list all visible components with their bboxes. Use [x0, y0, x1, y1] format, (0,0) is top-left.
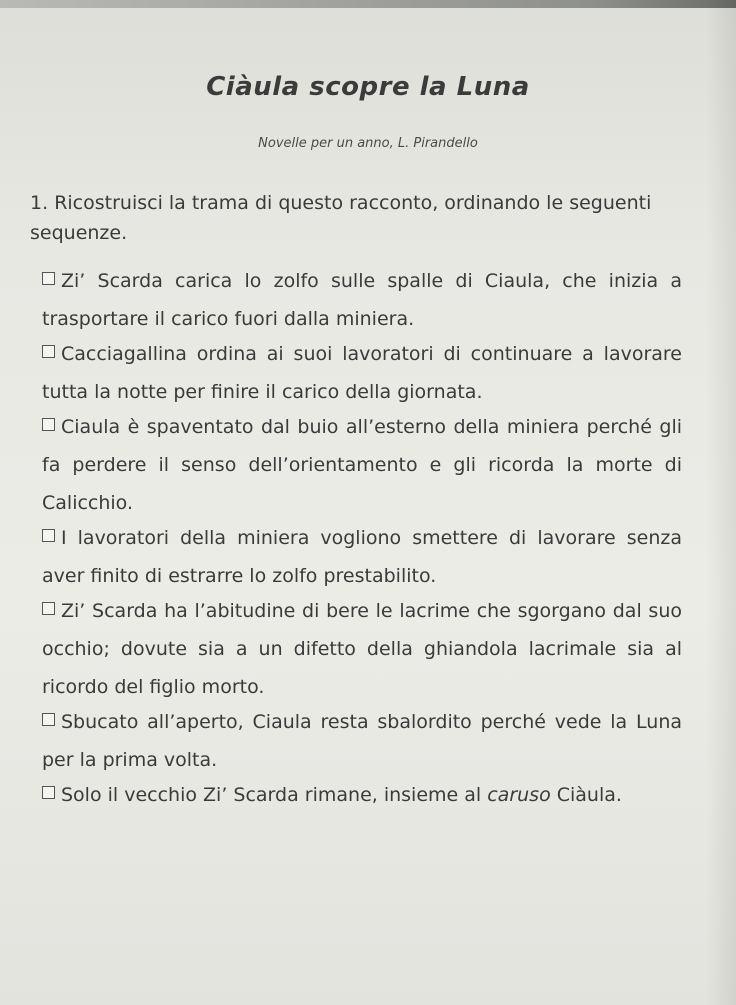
- order-checkbox[interactable]: [42, 713, 55, 726]
- sequence-item-text-italic: caruso: [487, 784, 551, 806]
- sequence-item-text: Zi’ Scarda ha l’abitudine di bere le lacrime che sgorgano dal suo occhio; dovute sia a un difetto della ghiandola lacrimale sia al ricordo del figlio morto.: [42, 600, 682, 698]
- sequence-item: [42, 703, 682, 779]
- page-subtitle: Novelle per un anno, L. Pirandello: [258, 136, 478, 151]
- sequence-item: [42, 592, 682, 706]
- sequence-item-text-after: Ciàula.: [550, 784, 622, 806]
- sequence-item-text: Ciaula è spaventato dal buio all’esterno della miniera perché gli fa perdere il senso dell’orientamento e gli ricorda la morte di Calicchio.: [42, 416, 682, 514]
- question-number: 1.: [30, 192, 49, 214]
- sequence-item-text: Cacciagallina ordina ai suoi lavoratori di continuare a lavorare tutta la notte per finire il carico della giornata.: [42, 343, 682, 403]
- page-shadow: [706, 0, 736, 1005]
- question-text: Ricostruisci la trama di questo racconto, ordinando le seguenti sequenze.: [30, 192, 652, 244]
- sequence-item-text: Sbucato all’aperto, Ciaula resta sbalordito perché vede la Luna per la prima volta.: [42, 711, 682, 771]
- sequence-item-text: I lavoratori della miniera vogliono smettere di lavorare senza aver finito di estrarre lo zolfo prestabilito.: [42, 527, 682, 587]
- order-checkbox[interactable]: [42, 418, 55, 431]
- sequence-item-text: [61, 784, 622, 806]
- order-checkbox[interactable]: [42, 602, 55, 615]
- sequence-item-text-before: Solo il vecchio Zi’ Scarda rimane, insieme al: [61, 784, 488, 806]
- order-checkbox[interactable]: [42, 786, 55, 799]
- order-checkbox[interactable]: [42, 272, 55, 285]
- order-checkbox[interactable]: [42, 529, 55, 542]
- order-checkbox[interactable]: [42, 345, 55, 358]
- sequence-item: [42, 262, 682, 338]
- sequence-item: [42, 408, 682, 522]
- sequence-item: [42, 519, 682, 595]
- sequence-list: [42, 262, 682, 811]
- sequence-item: [42, 335, 682, 411]
- question-prompt: [30, 188, 710, 248]
- sequence-item-text: Zi’ Scarda carica lo zolfo sulle spalle di Ciaula, che inizia a trasportare il carico fuori dalla miniera.: [42, 270, 682, 330]
- sequence-item: [42, 776, 682, 814]
- page-title: Ciàula scopre la Luna: [206, 72, 530, 102]
- page-top-edge: [0, 0, 736, 8]
